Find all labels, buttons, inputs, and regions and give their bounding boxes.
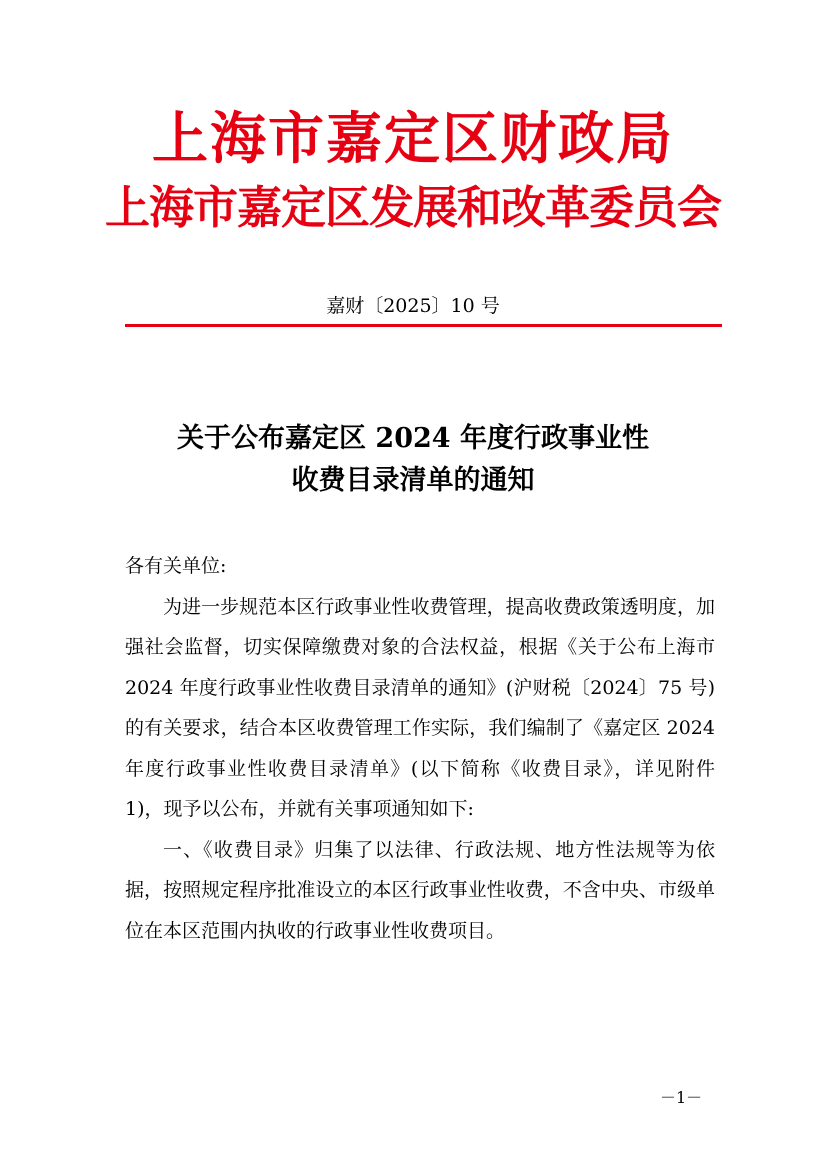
document-number: 嘉财〔2025〕10 号 [326, 295, 500, 317]
page-number: －1－ [660, 1088, 703, 1107]
document-title-line2: 收费目录清单的通知 [291, 465, 535, 496]
document-title-line1: 关于公布嘉定区 2024 年度行政事业性 [177, 423, 649, 454]
salutation: 各有关单位: [125, 555, 227, 577]
body-paragraph-1: 为进一步规范本区行政事业性收费管理，提高收费政策透明度，加强社会监督，切实保障缴费对象的合法权益，根据《关于公布上海市 2024 年度行政事业性收费目录清单的通知》(沪财税〔2024〕75 号)的有关要求，结合本区收费管理工作实际，我们编制了《嘉定区 2024 年度行政事业性收费目录清单》(以下简称《收费目录》，详见附件 1)，现予以公布，并就有关事项通知如下: [125, 595, 715, 820]
document-title [0, 418, 826, 502]
body-paragraph-2: 一、《收费目录》归集了以法律、行政法规、地方性法规等为依据，按照规定程序批准设立的本区行政事业性收费，不含中央、市级单位在本区范围内执收的行政事业性收费项目。 [125, 838, 715, 942]
issuer-name-development-reform-commission: 上海市嘉定区发展和改革委员会 [104, 181, 721, 234]
red-header-divider [125, 324, 722, 327]
issuer-name-finance-bureau: 上海市嘉定区财政局 [152, 107, 674, 172]
document-body [125, 546, 715, 951]
